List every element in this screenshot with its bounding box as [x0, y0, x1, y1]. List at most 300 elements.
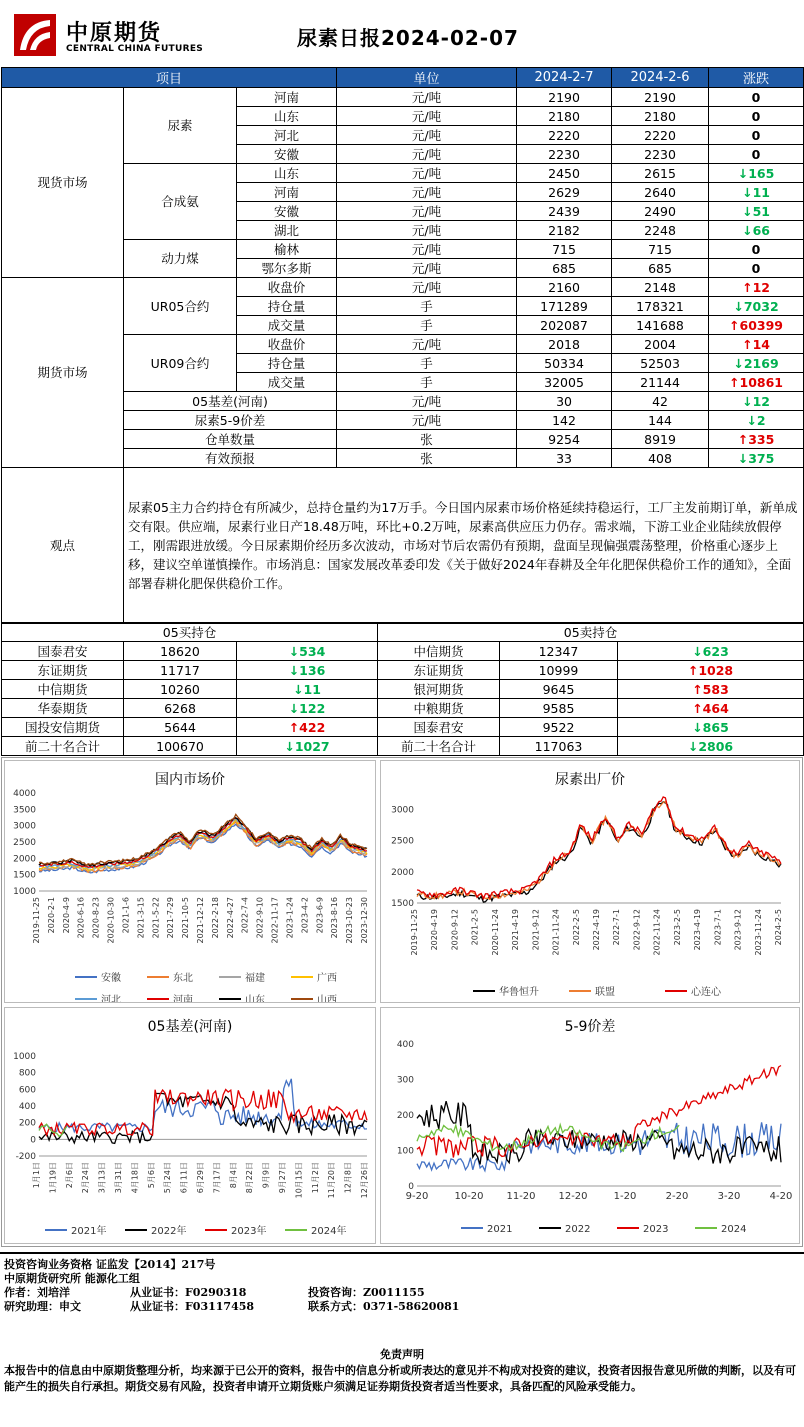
y-tick-label: 600 [18, 1085, 36, 1096]
x-tick-label: 2022-11-17 [270, 897, 280, 944]
row-name: 持仓量 [237, 297, 337, 316]
row-value-prev: 8919 [612, 430, 709, 449]
row-value-prev: 178321 [612, 297, 709, 316]
row-value-today: 30 [517, 392, 612, 411]
buy-change: ↓1027 [237, 737, 378, 756]
brand-name-cn: 中原期货 [66, 20, 163, 46]
sell-broker: 中粮期货 [378, 699, 500, 718]
y-tick-label: 0 [408, 1182, 414, 1192]
chart-title: 5-9价差 [564, 1019, 616, 1035]
row-value-today: 2160 [517, 278, 612, 297]
row-value-today: 2180 [517, 107, 612, 126]
brand-name-en: CENTRAL CHINA FUTURES [66, 44, 204, 54]
buy-volume: 10260 [124, 680, 237, 699]
sell-volume: 9522 [500, 718, 618, 737]
row-unit: 元/吨 [337, 240, 517, 259]
row-value-prev: 52503 [612, 354, 709, 373]
table-header-row [2, 68, 804, 88]
row-value-today: 2220 [517, 126, 612, 145]
footer-assistant-row [0, 1300, 804, 1314]
charts-area [1, 757, 803, 1247]
table-row [2, 278, 804, 297]
legend-label: 心连心 [691, 987, 721, 998]
sell-change: ↓623 [618, 642, 804, 661]
series-line-心连心 [417, 797, 781, 899]
row-value-prev: 2220 [612, 126, 709, 145]
x-tick-label: 2023-9-12 [733, 909, 743, 951]
row-value-prev: 2230 [612, 145, 709, 164]
legend-label: 2023 [643, 1224, 669, 1235]
y-tick-label: 2500 [13, 838, 36, 848]
buy-volume: 11717 [124, 661, 237, 680]
row-unit: 元/吨 [337, 411, 517, 430]
x-tick-label: 1月1日 [32, 1162, 41, 1189]
y-tick-label: 1500 [391, 899, 414, 909]
row-value-prev: 408 [612, 449, 709, 468]
series-line-2022 [417, 1101, 781, 1164]
row-change: 0 [709, 259, 804, 278]
row-value-prev: 2148 [612, 278, 709, 297]
x-tick-label: 2-20 [665, 1191, 689, 1202]
group-label-ammonia: 合成氨 [124, 164, 237, 240]
col-header-unit: 单位 [337, 68, 517, 88]
x-tick-label: 4-20 [769, 1191, 793, 1202]
x-tick-label: 9月27日 [278, 1162, 287, 1194]
row-change: ↓165 [709, 164, 804, 183]
legend-label: 2021 [487, 1224, 513, 1235]
legend-label: 广西 [317, 973, 337, 984]
row-value-today: 685 [517, 259, 612, 278]
row-value-today: 2629 [517, 183, 612, 202]
row-name: 收盘价 [237, 278, 337, 297]
buy-volume: 6268 [124, 699, 237, 718]
footer-author: 作者：刘培洋 [4, 1286, 70, 1299]
y-tick-label: 800 [18, 1068, 36, 1079]
row-change: ↑60399 [709, 316, 804, 335]
x-tick-label: 9-20 [405, 1191, 429, 1202]
x-tick-label: 2021-7-29 [166, 897, 176, 939]
row-change: ↑12 [709, 278, 804, 297]
x-tick-label: 2023-7-1 [713, 909, 723, 946]
series-line-山西 [39, 814, 367, 865]
x-tick-label: 6月11日 [179, 1162, 189, 1194]
chart-basis [4, 1007, 376, 1244]
table-row [2, 88, 804, 107]
row-value-today: 171289 [517, 297, 612, 316]
buy-change: ↑422 [237, 718, 378, 737]
y-tick-label: 300 [396, 1075, 414, 1086]
positions-row [2, 661, 804, 680]
row-value-prev: 2640 [612, 183, 709, 202]
row-unit: 元/吨 [337, 183, 517, 202]
x-tick-label: 2020-10-30 [106, 897, 116, 944]
row-name: 河北 [237, 126, 337, 145]
row-change: 0 [709, 145, 804, 164]
x-tick-label: 3月13日 [97, 1162, 107, 1194]
section-label-futures: 期货市场 [2, 278, 124, 468]
col-header-date2: 2024-2-6 [612, 68, 709, 88]
sell-change: ↑464 [618, 699, 804, 718]
row-value-today: 32005 [517, 373, 612, 392]
x-tick-label: 5月24日 [163, 1162, 173, 1194]
y-tick-label: 1000 [13, 1052, 36, 1062]
row-change: 0 [709, 240, 804, 259]
buy-broker: 东证期货 [2, 661, 124, 680]
x-tick-label: 2021-2-5 [470, 909, 480, 946]
report-title: 尿素日报2024-02-07 [297, 26, 519, 50]
y-tick-label: 0 [30, 1135, 36, 1146]
legend-label: 2021年 [71, 1226, 107, 1237]
x-tick-label: 2021-9-12 [531, 909, 541, 951]
row-value-today: 142 [517, 411, 612, 430]
row-name: 持仓量 [237, 354, 337, 373]
chart-spread-plot [381, 1008, 799, 1243]
x-tick-label: 2022-7-4 [240, 897, 250, 934]
x-tick-label: 2021-11-24 [551, 909, 561, 956]
row-name: 安徽 [237, 202, 337, 221]
row-change: ↓12 [709, 392, 804, 411]
legend-label: 华鲁恒升 [499, 987, 539, 998]
positions-row [2, 718, 804, 737]
x-tick-label: 2022-11-24 [652, 909, 662, 956]
x-tick-label: 2020-11-24 [490, 909, 500, 956]
y-tick-label: 3500 [13, 805, 36, 816]
sell-volume: 12347 [500, 642, 618, 661]
x-tick-label: 2022-9-10 [255, 897, 265, 939]
buy-change: ↓136 [237, 661, 378, 680]
row-name: 山东 [237, 164, 337, 183]
y-tick-label: 3000 [391, 805, 414, 816]
row-value-prev: 2615 [612, 164, 709, 183]
legend-label: 福建 [245, 973, 265, 984]
section-label-spot: 现货市场 [2, 88, 124, 278]
buy-broker: 国投安信期货 [2, 718, 124, 737]
row-unit: 手 [337, 297, 517, 316]
sell-broker: 国泰君安 [378, 718, 500, 737]
x-tick-label: 11月20日 [327, 1162, 337, 1199]
view-label: 观点 [2, 468, 124, 624]
row-name: 仓单数量 [124, 430, 337, 449]
row-change: ↓51 [709, 202, 804, 221]
x-tick-label: 2021-12-12 [196, 897, 205, 944]
series-line-华鲁恒升 [417, 802, 781, 902]
sell-change: ↓865 [618, 718, 804, 737]
row-unit: 元/吨 [337, 164, 517, 183]
row-name: 河南 [237, 88, 337, 107]
x-tick-label: 2021-5-22 [151, 897, 161, 939]
x-tick-label: 2023-11-24 [753, 909, 763, 956]
chart-spread [380, 1007, 800, 1244]
row-name: 成交量 [237, 316, 337, 335]
row-value-prev: 715 [612, 240, 709, 259]
row-unit: 元/吨 [337, 278, 517, 297]
row-value-today: 50334 [517, 354, 612, 373]
buy-broker: 中信期货 [2, 680, 124, 699]
view-text: 尿素05主力合约持仓有所减少，总持仓量约为17万手。今日国内尿素市场价格延续持稳运行，工厂主发前期订单，新单成交有限。供应端，尿素行业日产18.48万吨，环比+0.2万吨，尿素高供应压力仍存。需求端，下游工业企业陆续放假停工，刚需跟进放缓。今日尿素期价经历多次波动，市场对节后农需仍有预期，盘面呈现偏强震荡整理，价格重心逐步上移，建议空单谨慎操作。市场消息：国家发展改革委印发《关于做好2024年春耕及全年化肥保供稳价工作的通知》，全面部署春耕化肥保供稳价工作。 [124, 468, 804, 624]
row-unit: 元/吨 [337, 126, 517, 145]
legend-label: 2022年 [151, 1226, 187, 1237]
y-tick-label: 2000 [391, 867, 414, 878]
sell-broker: 银河期货 [378, 680, 500, 699]
row-value-prev: 2490 [612, 202, 709, 221]
row-change: ↓375 [709, 449, 804, 468]
row-unit: 手 [337, 316, 517, 335]
sell-change: ↑1028 [618, 661, 804, 680]
sell-positions-title: 05卖持仓 [378, 623, 804, 642]
group-label-ur09: UR09合约 [124, 335, 237, 392]
row-name: 05基差(河南) [124, 392, 337, 411]
legend-label: 联盟 [595, 987, 615, 998]
group-label-urea: 尿素 [124, 88, 237, 164]
sell-volume: 10999 [500, 661, 618, 680]
x-tick-label: 2022-2-5 [571, 909, 581, 946]
x-tick-label: 2021-1-6 [121, 897, 131, 934]
row-name: 鄂尔多斯 [237, 259, 337, 278]
row-value-today: 2439 [517, 202, 612, 221]
row-change: ↑14 [709, 335, 804, 354]
positions-table [1, 622, 804, 756]
disclaimer-title: 免责声明 [380, 1348, 424, 1361]
group-label-coal: 动力煤 [124, 240, 237, 278]
row-value-today: 33 [517, 449, 612, 468]
row-value-today: 2190 [517, 88, 612, 107]
x-tick-label: 2022-7-1 [612, 909, 622, 946]
x-tick-label: 12月8日 [343, 1162, 353, 1194]
x-tick-label: 2022-2-18 [210, 897, 220, 939]
x-tick-label: 3-20 [717, 1191, 741, 1202]
disclaimer-text: 本报告中的信息由中原期货整理分析，均来源于已公开的资料，报告中的信息分析或所表达的意见并不构成对投资的建议，投资者因报告意见所做的判断，以及有可能产生的损失自行承担。期货交易有风险，投资者申请开立期货账户须满足证券期货投资者适当性要求，具备匹配的风险承受能力。 [4, 1364, 796, 1393]
y-tick-label: 400 [18, 1102, 36, 1112]
row-value-prev: 141688 [612, 316, 709, 335]
buy-volume: 18620 [124, 642, 237, 661]
footer-assistant-cert: 从业证书：F03117458 [130, 1300, 255, 1313]
row-value-prev: 2190 [612, 88, 709, 107]
x-tick-label: 8月4日 [228, 1162, 238, 1189]
row-change: ↓7032 [709, 297, 804, 316]
x-tick-label: 2021-4-19 [511, 909, 521, 951]
x-tick-label: 2019-11-25 [32, 897, 41, 944]
x-tick-label: 2020-4-9 [61, 897, 71, 934]
row-change: 0 [709, 126, 804, 145]
sell-broker: 东证期货 [378, 661, 500, 680]
buy-broker: 国泰君安 [2, 642, 124, 661]
footer-separator [0, 1252, 804, 1254]
row-change: ↑335 [709, 430, 804, 449]
x-tick-label: 3月31日 [114, 1162, 123, 1194]
row-value-prev: 2004 [612, 335, 709, 354]
sell-volume: 117063 [500, 737, 618, 756]
chart-factory-price [380, 760, 800, 1003]
x-tick-label: 2月6日 [64, 1162, 74, 1189]
legend-label: 东北 [173, 973, 193, 984]
row-name: 榆林 [237, 240, 337, 259]
x-tick-label: 2020-9-12 [450, 909, 460, 951]
buy-change: ↓122 [237, 699, 378, 718]
row-change: ↑10861 [709, 373, 804, 392]
row-unit: 元/吨 [337, 221, 517, 240]
x-tick-label: 12月26日 [360, 1162, 369, 1199]
buy-volume: 5644 [124, 718, 237, 737]
row-change: ↓2 [709, 411, 804, 430]
buy-change: ↓11 [237, 680, 378, 699]
footer-author-row [0, 1286, 804, 1300]
x-tick-label: 7月17日 [212, 1162, 222, 1194]
positions-row [2, 737, 804, 756]
chart-title: 05基差(河南) [147, 1019, 233, 1035]
buy-broker: 华泰期货 [2, 699, 124, 718]
x-tick-label: 6月29日 [196, 1162, 205, 1194]
x-tick-label: 2023-1-24 [285, 897, 295, 939]
row-change: 0 [709, 88, 804, 107]
row-change: ↓66 [709, 221, 804, 240]
chart-basis-plot [5, 1008, 375, 1243]
sell-change: ↓2806 [618, 737, 804, 756]
y-tick-label: 3000 [13, 821, 36, 832]
y-tick-label: 2000 [13, 854, 36, 865]
row-unit: 元/吨 [337, 145, 517, 164]
col-header-change: 涨跌 [709, 68, 804, 88]
legend-label: 2024 [721, 1224, 747, 1235]
row-name: 河南 [237, 183, 337, 202]
row-name: 湖北 [237, 221, 337, 240]
series-line-2023年 [39, 1090, 367, 1136]
x-tick-label: 2021-3-15 [136, 897, 146, 939]
x-tick-label: 2022-4-19 [592, 909, 601, 951]
row-unit: 张 [337, 430, 517, 449]
x-tick-label: 2023-6-9 [315, 897, 325, 934]
buy-change: ↓534 [237, 642, 378, 661]
row-unit: 元/吨 [337, 88, 517, 107]
x-tick-label: 11月2日 [310, 1162, 320, 1194]
positions-row [2, 699, 804, 718]
row-value-prev: 144 [612, 411, 709, 430]
group-label-ur05: UR05合约 [124, 278, 237, 335]
x-tick-label: 11-20 [506, 1191, 536, 1202]
footer-contact: 联系方式：0371-58620081 [308, 1300, 460, 1313]
row-value-prev: 2248 [612, 221, 709, 240]
buy-broker: 前二十名合计 [2, 737, 124, 756]
row-name: 成交量 [237, 373, 337, 392]
x-tick-label: 2022-9-12 [632, 909, 642, 951]
x-tick-label: 1-20 [613, 1191, 637, 1202]
row-value-prev: 42 [612, 392, 709, 411]
col-header-item: 项目 [2, 68, 337, 88]
y-tick-label: 4000 [13, 789, 36, 799]
y-tick-label: -200 [15, 1152, 36, 1162]
footer-assistant: 研究助理：申文 [4, 1300, 81, 1313]
x-tick-label: 2020-2-1 [46, 897, 56, 934]
x-tick-label: 2023-2-5 [672, 909, 682, 946]
x-tick-label: 10月15日 [294, 1162, 304, 1199]
x-tick-label: 5月6日 [146, 1162, 156, 1189]
x-tick-label: 2023-12-30 [360, 897, 369, 944]
x-tick-label: 2023-4-19 [693, 909, 703, 951]
row-unit: 手 [337, 373, 517, 392]
row-value-today: 2230 [517, 145, 612, 164]
row-name: 山东 [237, 107, 337, 126]
x-tick-label: 2月24日 [81, 1162, 91, 1194]
legend-label: 山东 [245, 995, 265, 1002]
y-tick-label: 400 [396, 1040, 414, 1050]
x-tick-label: 12-20 [558, 1191, 588, 1202]
legend-label: 2022 [565, 1224, 591, 1235]
positions-row [2, 642, 804, 661]
row-value-prev: 21144 [612, 373, 709, 392]
chart-domestic-price [4, 760, 376, 1003]
view-row [2, 468, 804, 624]
y-tick-label: 2500 [391, 836, 414, 847]
legend-label: 山西 [317, 995, 337, 1002]
x-tick-label: 2024-2-5 [774, 909, 783, 946]
x-tick-label: 2021-10-5 [181, 897, 191, 939]
col-header-date1: 2024-2-7 [517, 68, 612, 88]
x-tick-label: 9月9日 [261, 1162, 271, 1189]
x-tick-label: 2019-11-25 [410, 909, 419, 956]
chart-domestic-price-plot [5, 761, 375, 1002]
row-change: 0 [709, 107, 804, 126]
legend-label: 2023年 [231, 1226, 267, 1237]
sell-broker: 前二十名合计 [378, 737, 500, 756]
row-value-today: 2018 [517, 335, 612, 354]
sell-broker: 中信期货 [378, 642, 500, 661]
x-tick-label: 2022-4-27 [225, 897, 235, 939]
row-value-today: 2450 [517, 164, 612, 183]
x-tick-label: 10-20 [454, 1191, 484, 1202]
row-unit: 元/吨 [337, 259, 517, 278]
row-unit: 元/吨 [337, 392, 517, 411]
row-name: 收盘价 [237, 335, 337, 354]
footer-department: 中原期货研究所 能源化工组 [4, 1272, 140, 1285]
row-change: ↓2169 [709, 354, 804, 373]
row-value-prev: 2180 [612, 107, 709, 126]
legend-label: 安徽 [101, 973, 121, 984]
footer-license: 投资咨询业务资格 证监发【2014】217号 [4, 1258, 216, 1271]
y-tick-label: 200 [396, 1111, 414, 1121]
row-name: 安徽 [237, 145, 337, 164]
row-value-prev: 685 [612, 259, 709, 278]
sell-volume: 9645 [500, 680, 618, 699]
x-tick-label: 2023-10-23 [345, 897, 355, 944]
sell-volume: 9585 [500, 699, 618, 718]
legend-label: 河南 [173, 995, 193, 1002]
legend-label: 河北 [101, 995, 121, 1002]
footer-author-cert: 从业证书：F0290318 [130, 1286, 247, 1299]
row-change: ↓11 [709, 183, 804, 202]
x-tick-label: 2020-8-23 [91, 897, 101, 939]
positions-row [2, 680, 804, 699]
x-tick-label: 2020-6-16 [76, 897, 86, 939]
row-value-today: 715 [517, 240, 612, 259]
disclaimer [0, 1347, 804, 1395]
row-unit: 元/吨 [337, 335, 517, 354]
chart-title: 国内市场价 [155, 772, 225, 788]
row-unit: 元/吨 [337, 107, 517, 126]
x-tick-label: 2020-4-19 [430, 909, 440, 951]
x-tick-label: 2023-8-16 [330, 897, 340, 939]
buy-volume: 100670 [124, 737, 237, 756]
row-value-today: 9254 [517, 430, 612, 449]
y-tick-label: 100 [396, 1146, 414, 1157]
report-header [0, 0, 804, 66]
row-unit: 元/吨 [337, 202, 517, 221]
row-unit: 手 [337, 354, 517, 373]
buy-positions-title: 05买持仓 [2, 623, 378, 642]
x-tick-label: 1月19日 [48, 1162, 58, 1194]
sell-change: ↑583 [618, 680, 804, 699]
x-tick-label: 4月18日 [130, 1162, 140, 1194]
y-tick-label: 1500 [13, 870, 36, 881]
footer-author-advisory: 投资咨询：Z0011155 [308, 1286, 425, 1299]
